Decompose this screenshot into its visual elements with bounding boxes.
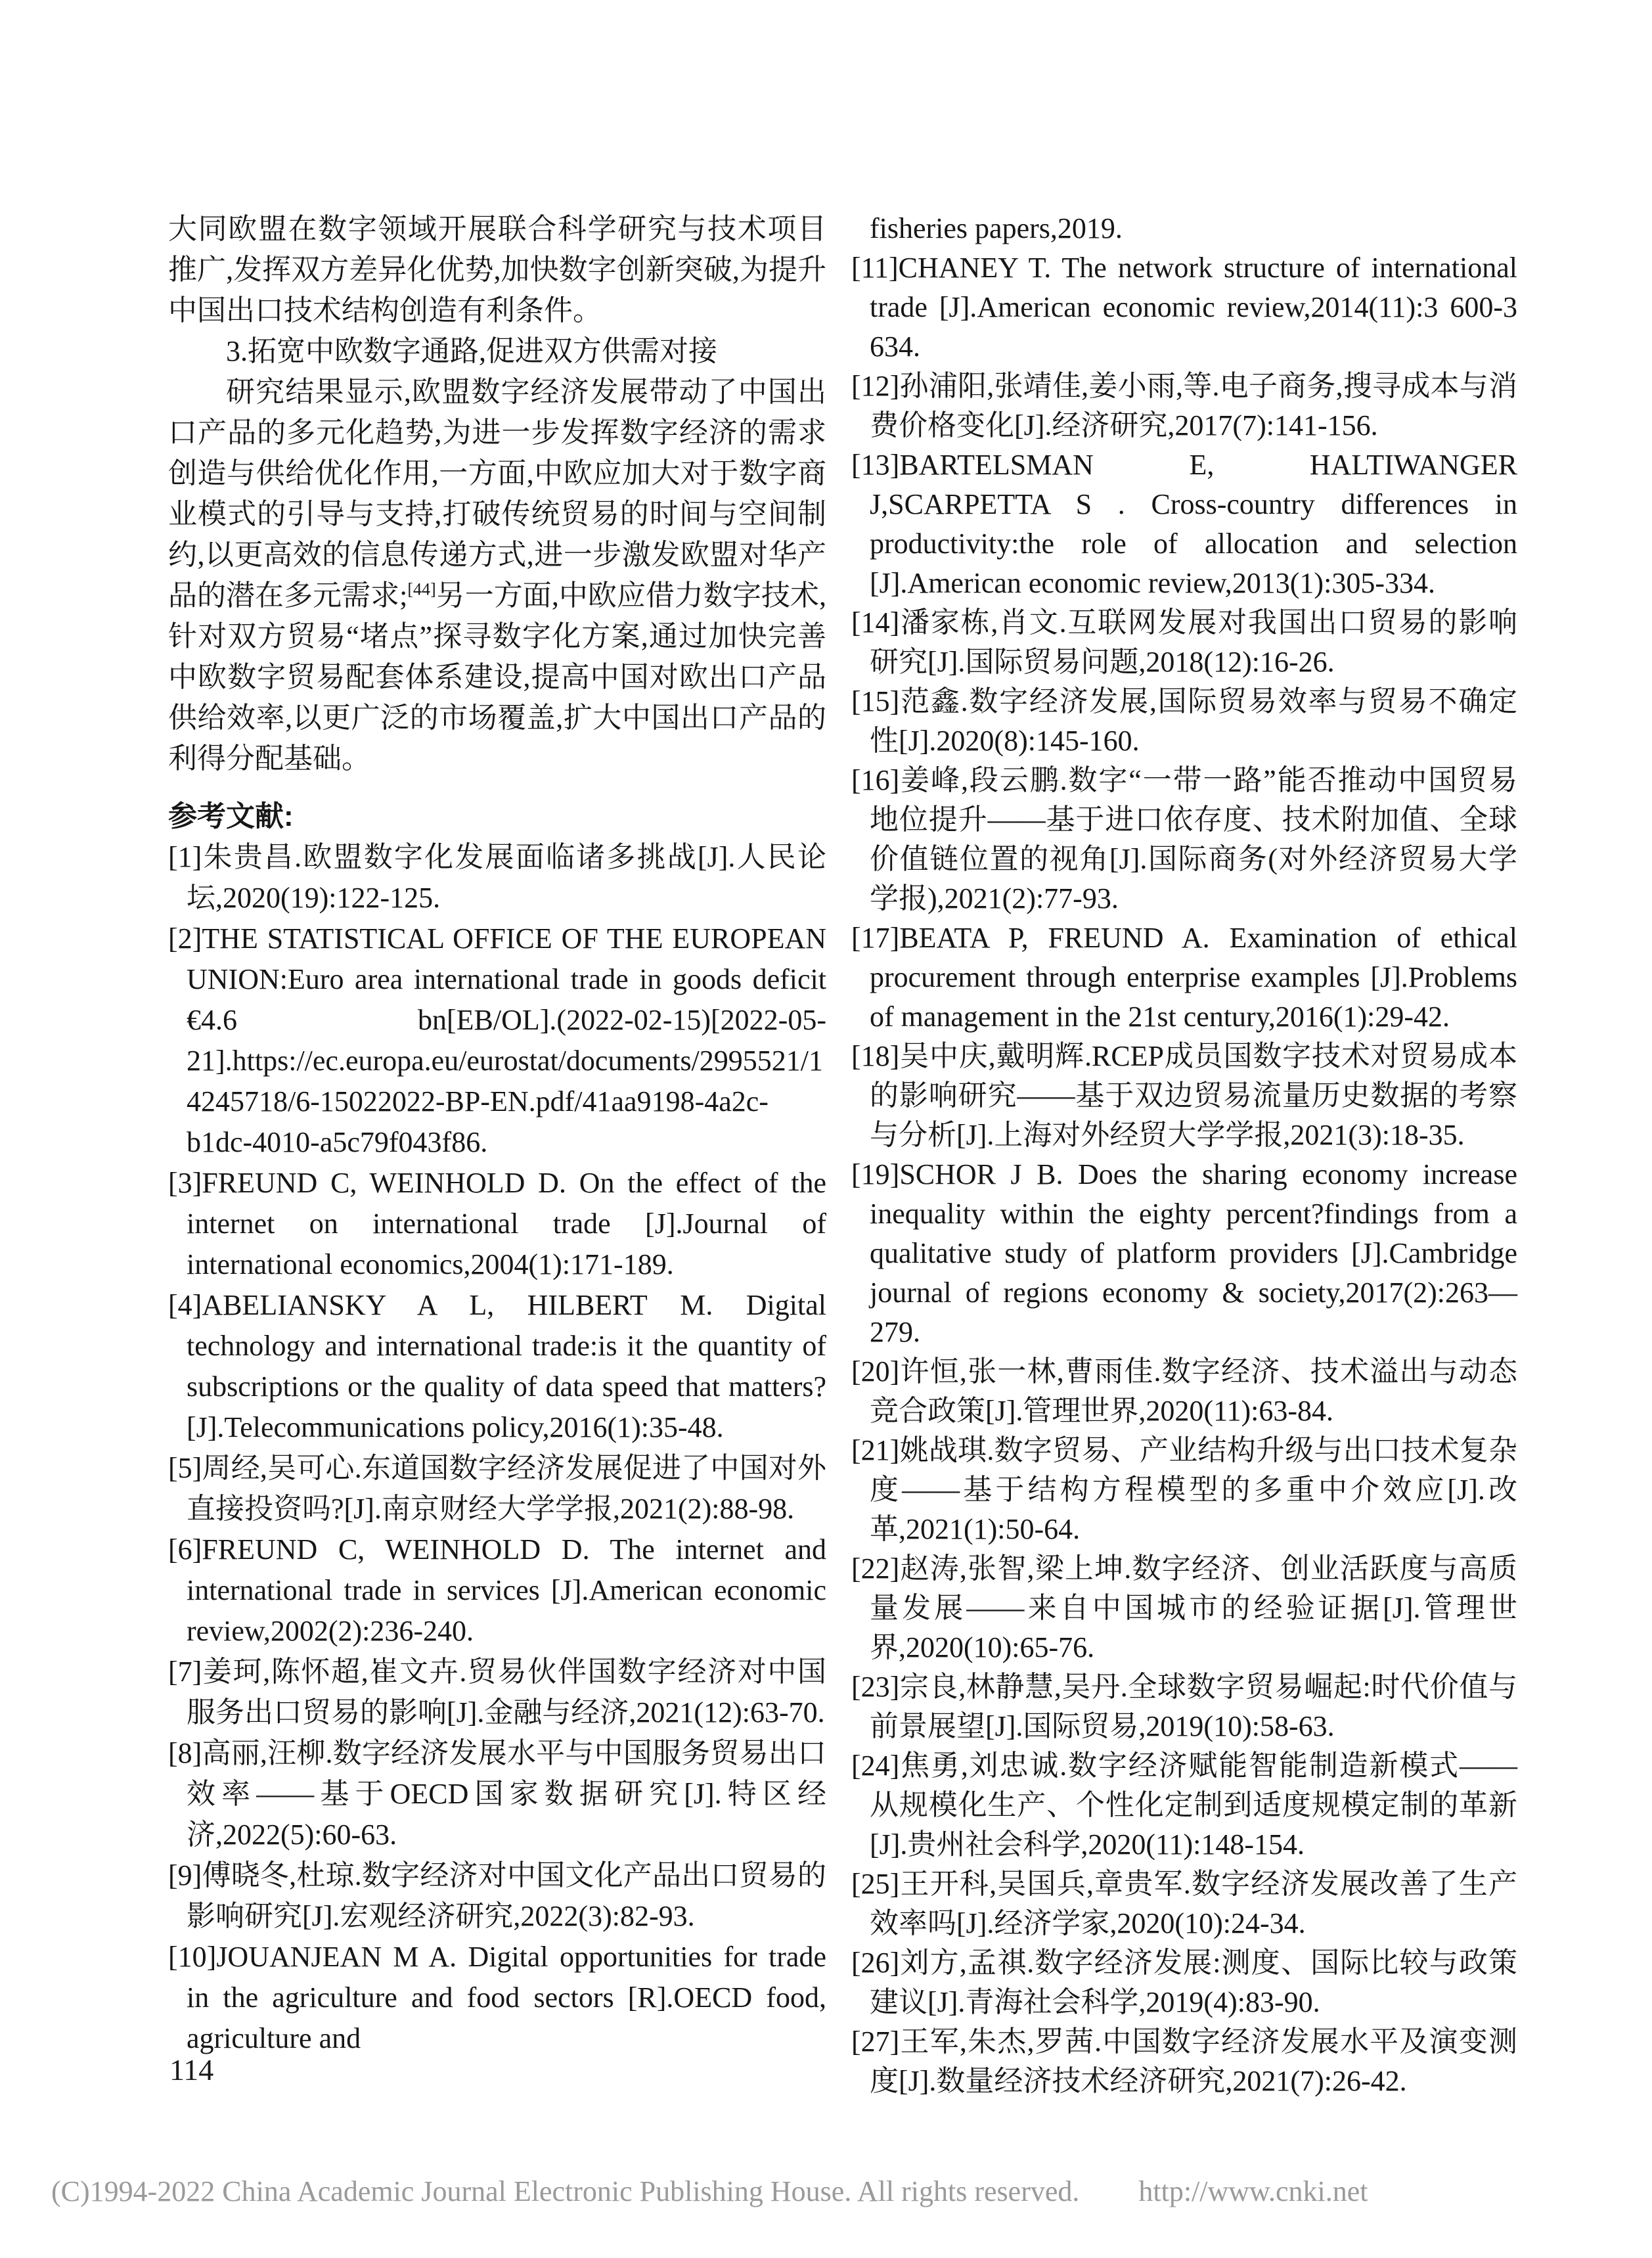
- reference-text: 焦勇,刘忠诚.数字经济赋能智能制造新模式——从规模化生产、个性化定制到适度规模定制的革新[J].贵州社会科学,2020(11):148-154.: [870, 1750, 1517, 1861]
- reference-item: [168, 1855, 826, 1937]
- reference-item: [851, 603, 1517, 682]
- reference-item: [168, 1937, 826, 2059]
- reference-number: [9]: [168, 1859, 202, 1891]
- reference-text: CHANEY T. The network structure of international trade [J].American economic review,2014(11):3 600-3 634.: [870, 252, 1517, 363]
- reference-number: [3]: [168, 1167, 202, 1199]
- reference-number: [1]: [168, 841, 202, 873]
- reference-item: [851, 1667, 1517, 1746]
- reference-item: [851, 209, 1517, 248]
- reference-item: [851, 1352, 1517, 1431]
- reference-item: [851, 918, 1517, 1037]
- reference-number: [12]: [851, 370, 900, 402]
- reference-item: [168, 837, 826, 918]
- reference-text: 吴中庆,戴明辉.RCEP成员国数字技术对贸易成本的影响研究——基于双边贸易流量历史数据的考察与分析[J].上海对外经贸大学学报,2021(3):18-35.: [870, 1040, 1517, 1151]
- reference-text: 朱贵昌.欧盟数字化发展面临诸多挑战[J].人民论坛,2020(19):122-125.: [187, 841, 826, 914]
- reference-item: [851, 1943, 1517, 2022]
- reference-item: [851, 1746, 1517, 1864]
- reference-number: [26]: [851, 1947, 900, 1979]
- reference-item: [851, 2022, 1517, 2101]
- reference-number: [17]: [851, 922, 900, 954]
- reference-number: [8]: [168, 1737, 202, 1769]
- reference-text: 许恒,张一林,曹雨佳.数字经济、技术溢出与动态竞合政策[J].管理世界,2020(11):63-84.: [870, 1355, 1517, 1427]
- reference-number: [6]: [168, 1533, 202, 1566]
- reference-number: [5]: [168, 1452, 202, 1484]
- reference-text: 王开科,吴国兵,章贵军.数字经济发展改善了生产效率吗[J].经济学家,2020(10):24-34.: [870, 1868, 1517, 1939]
- reference-text: 高丽,汪柳.数字经济发展水平与中国服务贸易出口效率——基于OECD国家数据研究[J].特区经济,2022(5):60-63.: [187, 1737, 826, 1851]
- reference-text: FREUND C, WEINHOLD D. The internet and international trade in services [J].American economic review,2002(2):236-240.: [187, 1533, 826, 1647]
- reference-number: [19]: [851, 1158, 900, 1190]
- body-text-pre: 研究结果显示,欧盟数字经济发展带动了中国出口产品的多元化趋势,为进一步发挥数字经济的需求创造与供给优化作用,一方面,中欧应加大对于数字商业模式的引导与支持,打破传统贸易的时间与空间制约,以更高效的信息传递方式,进一步激发欧盟对华产品的潜在多元需求;: [168, 376, 826, 612]
- references-heading: 参考文献:: [168, 800, 294, 832]
- reference-item: [851, 1431, 1517, 1549]
- body-paragraph-continued: 大同欧盟在数字领域开展联合科学研究与技术项目推广,发挥双方差异化优势,加快数字创新突破,为提升中国出口技术结构创造有利条件。: [168, 213, 826, 327]
- reference-number: [23]: [851, 1671, 900, 1703]
- reference-number: [10]: [168, 1941, 217, 1973]
- reference-number: [7]: [168, 1656, 202, 1688]
- footnote-marker: [44]: [407, 579, 436, 599]
- reference-number: [21]: [851, 1434, 900, 1466]
- reference-text: 姚战琪.数字贸易、产业结构升级与出口技术复杂度——基于结构方程模型的多重中介效应[J].改革,2021(1):50-64.: [870, 1434, 1517, 1545]
- reference-item: [168, 1285, 826, 1448]
- reference-text: 孙浦阳,张靖佳,姜小雨,等.电子商务,搜寻成本与消费价格变化[J].经济研究,2017(7):141-156.: [870, 370, 1517, 441]
- reference-text: FREUND C, WEINHOLD D. On the effect of the internet on international trade [J].Journal of international economics,2004(1):171-189.: [187, 1167, 826, 1280]
- reference-item: [851, 1864, 1517, 1943]
- reference-number: [4]: [168, 1289, 202, 1321]
- reference-text: 傅晓冬,杜琼.数字经济对中国文化产品出口贸易的影响研究[J].宏观经济研究,2022(3):82-93.: [187, 1859, 826, 1932]
- reference-item: [168, 1448, 826, 1529]
- reference-item: [168, 1733, 826, 1855]
- reference-item: [851, 1155, 1517, 1352]
- reference-text: 周经,吴可心.东道国数字经济发展促进了中国对外直接投资吗?[J].南京财经大学学报,2021(2):88-98.: [187, 1452, 826, 1525]
- cnki-url: http://www.cnki.net: [1138, 2175, 1368, 2207]
- reference-text: JOUANJEAN M A. Digital opportunities for trade in the agriculture and food sectors [R].OECD food, agriculture and: [187, 1941, 826, 2054]
- reference-text: fisheries papers,2019.: [870, 212, 1123, 244]
- reference-item: [851, 248, 1517, 367]
- reference-item: [168, 1652, 826, 1733]
- reference-number: [27]: [851, 2025, 900, 2058]
- reference-text: 范鑫.数字经济发展,国际贸易效率与贸易不确定性[J].2020(8):145-160.: [870, 685, 1517, 757]
- reference-text: THE STATISTICAL OFFICE OF THE EUROPEAN UNION:Euro area international trade in goods deficit €4.6 bn[EB/OL].(2022-02-15)[2022-05-21].https://ec.europa.eu/eurostat/documents/2995521/14245718/6-15022022-BP-EN.pdf/41aa9198-4a2c-b1dc-4010-a5c79f043f86.: [187, 922, 826, 1158]
- reference-text: 姜珂,陈怀超,崔文卉.贸易伙伴国数字经济对中国服务出口贸易的影响[J].金融与经济,2021(12):63-70.: [187, 1656, 826, 1728]
- body-paragraph: [168, 372, 826, 779]
- reference-number: [20]: [851, 1355, 900, 1388]
- reference-number: [16]: [851, 764, 900, 796]
- reference-number: [11]: [851, 252, 899, 284]
- reference-text: BEATA P, FREUND A. Examination of ethical procurement through enterprise examples [J].Problems of management in the 21st century,2016(1):29-42.: [870, 922, 1517, 1033]
- reference-number: [25]: [851, 1868, 900, 1900]
- footer: [51, 2175, 1368, 2208]
- reference-item: [851, 1549, 1517, 1667]
- reference-number: [24]: [851, 1750, 900, 1782]
- reference-list-left: [168, 837, 826, 2059]
- reference-text: 宗良,林静慧,吴丹.全球数字贸易崛起:时代价值与前景展望[J].国际贸易,2019(10):58-63.: [870, 1671, 1517, 1742]
- copyright-text: (C)1994-2022 China Academic Journal Electronic Publishing House. All rights reserved.: [51, 2175, 1080, 2207]
- body-text-post: 另一方面,中欧应借力数字技术,针对双方贸易“堵点”探寻数字化方案,通过加快完善中欧数字贸易配套体系建设,提高中国对欧出口产品供给效率,以更广泛的市场覆盖,扩大中国出口产品的利得分配基础。: [168, 579, 827, 775]
- reference-text: 赵涛,张智,梁上坤.数字经济、创业活跃度与高质量发展——来自中国城市的经验证据[J].管理世界,2020(10):65-76.: [870, 1552, 1517, 1663]
- reference-number: [14]: [851, 606, 900, 639]
- reference-item: [851, 445, 1517, 603]
- reference-text: 潘家栋,肖文.互联网发展对我国出口贸易的影响研究[J].国际贸易问题,2018(12):16-26.: [870, 606, 1517, 678]
- reference-item: [851, 367, 1517, 445]
- reference-text: 王军,朱杰,罗茜.中国数字经济发展水平及演变测度[J].数量经济技术经济研究,2021(7):26-42.: [870, 2025, 1517, 2097]
- reference-number: [18]: [851, 1040, 900, 1072]
- reference-item: [851, 761, 1517, 918]
- left-column: [168, 209, 826, 2059]
- reference-number: [2]: [168, 922, 202, 955]
- reference-item: [851, 682, 1517, 761]
- reference-item: [168, 1163, 826, 1285]
- reference-item: [851, 1037, 1517, 1155]
- reference-text: ABELIANSKY A L, HILBERT M. Digital technology and international trade:is it the quantity of subscriptions or the quality of data speed that matters? [J].Telecommunications policy,2016(1):35-48.: [187, 1289, 826, 1443]
- reference-text: BARTELSMAN E, HALTIWANGER J,SCARPETTA S . Cross-country differences in productivity:the role of allocation and selection [J].American economic review,2013(1):305-334.: [870, 449, 1517, 599]
- right-column: [851, 209, 1517, 2101]
- reference-list-right: [851, 209, 1517, 2101]
- reference-number: [13]: [851, 449, 900, 481]
- reference-number: [22]: [851, 1552, 900, 1585]
- reference-number: [15]: [851, 685, 900, 717]
- reference-text: 刘方,孟祺.数字经济发展:测度、国际比较与政策建议[J].青海社会科学,2019(4):83-90.: [870, 1947, 1517, 2018]
- reference-item: [168, 918, 826, 1163]
- reference-text: 姜峰,段云鹏.数字“一带一路”能否推动中国贸易地位提升——基于进口依存度、技术附加值、全球价值链位置的视角[J].国际商务(对外经济贸易大学学报),2021(2):77-93.: [870, 764, 1517, 914]
- reference-item: [168, 1529, 826, 1652]
- subsection-heading: 3.拓宽中欧数字通路,促进双方供需对接: [226, 335, 717, 367]
- reference-text: SCHOR J B. Does the sharing economy increase inequality within the eighty percent?findings from a qualitative study of platform providers [J].Cambridge journal of regions economy & society,2017(2):263—279.: [870, 1158, 1517, 1348]
- page-number: 114: [169, 2053, 214, 2087]
